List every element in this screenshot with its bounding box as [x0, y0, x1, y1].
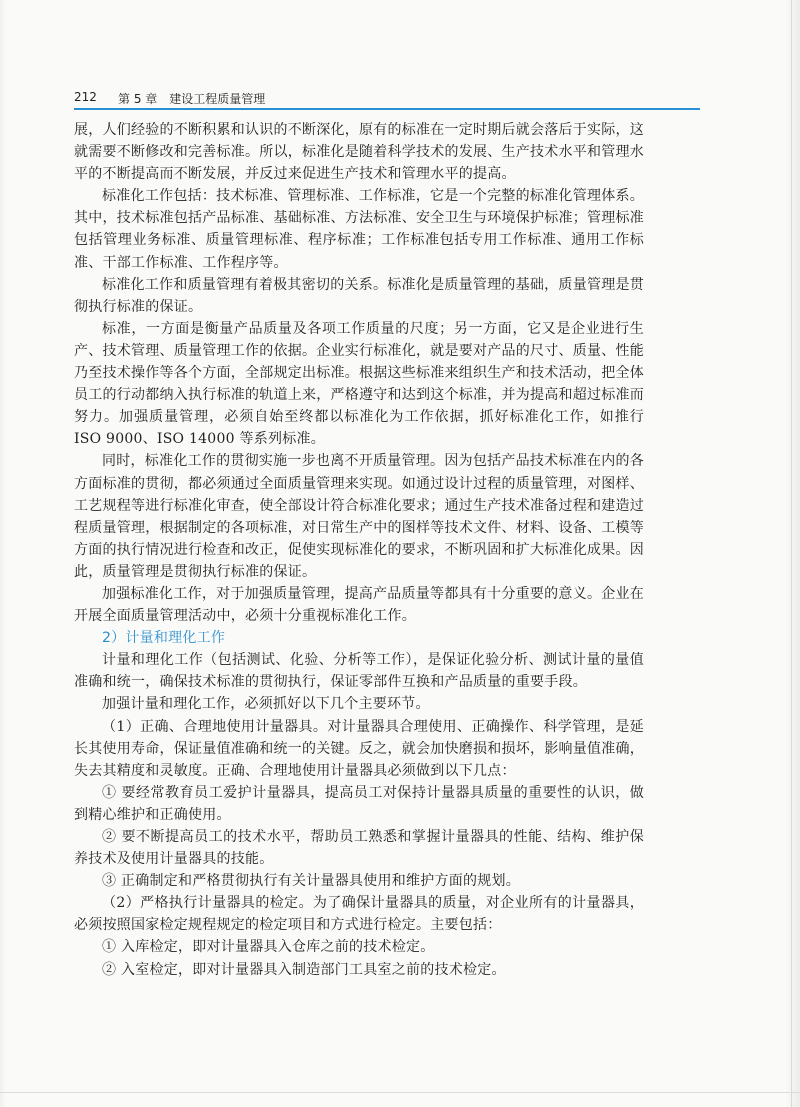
- list-item: ③ 正确制定和严格贯彻执行有关计量器具使用和维护方面的规划。: [102, 873, 520, 890]
- paragraph: （1）正确、合理地使用计量器具。对计量器具合理使用、正确操作、科学管理，是延长其使用寿命，保证量值准确和统一的关键。反之，就会加快磨损和损坏，影响量值准确，失去其精度和灵敏度。正确、合理地使用计量器具必须做到以下几点：: [74, 718, 644, 779]
- page-edge: [791, 0, 792, 1107]
- bottom-edge-line: [0, 1092, 800, 1093]
- paragraph: 计量和理化工作（包括测试、化验、分析等工作），是保证化验分析、测试计量的量值准确和统一，确保技术标准的贯彻执行，保证零部件互换和产品质量的重要手段。: [74, 652, 644, 691]
- header-rule: [74, 108, 700, 110]
- paragraph: 标准化工作包括：技术标准、管理标准、工作标准，它是一个完整的标准化管理体系。其中，技术标准包括产品标准、基础标准、方法标准、安全卫生与环境保护标准；管理标准包括管理业务标准、质量管理标准、程序标准；工作标准包括专用工作标准、通用工作标准、干部工作标准、工作程序等。: [74, 188, 644, 271]
- paragraph: （2）严格执行计量器具的检定。为了确保计量器具的质量，对企业所有的计量器具，必须按照国家检定规程规定的检定项目和方式进行检定。主要包括：: [74, 895, 644, 934]
- paragraph: 展，人们经验的不断积累和认识的不断深化，原有的标准在一定时期后就会落后于实际，这就需要不断修改和完善标准。所以，标准化是随着科学技术的发展、生产技术水平和管理水平的不断提高而不断发展，并反过来促进生产技术和管理水平的提高。: [74, 122, 644, 183]
- page-number: 212: [74, 90, 97, 104]
- list-item: ① 要经常教育员工爱护计量器具，提高员工对保持计量器具质量的重要性的认识，做到精心维护和正确使用。: [74, 784, 644, 823]
- list-item: ② 要不断提高员工的技术水平，帮助员工熟悉和掌握计量器具的性能、结构、维护保养技术及使用计量器具的技能。: [74, 829, 644, 868]
- chapter-title: 第 5 章 建设工程质量管理: [118, 92, 266, 106]
- list-item: ① 入库检定，即对计量器具入仓库之前的技术检定。: [102, 939, 435, 956]
- paragraph: 标准，一方面是衡量产品质量及各项工作质量的尺度；另一方面，它又是企业进行生产、技术管理、质量管理工作的依据。企业实行标准化，就是要对产品的尺寸、质量、性能乃至技术操作等各个方面，全部规定出标准。根据这些标准来组织生产和技术活动，把全体员工的行动都纳入执行标准的轨道上来，严格遵守和达到这个标准，并为提高和超过标准而努力。加强质量管理，必须自始至终都以标准化为工作依据，抓好标准化工作，如推行 ISO 9000、ISO 14000 等系列标准。: [74, 320, 644, 448]
- paragraph: 同时，标准化工作的贯彻实施一步也离不开质量管理。因为包括产品技术标准在内的各方面标准的贯彻，都必须通过全面质量管理来实现。如通过设计过程的质量管理，对图样、工艺规程等进行标准化审查，使全部设计符合标准化要求；通过生产技术准备过程和建造过程质量管理，根据制定的各项标准，对日常生产中的图样等技术文件、材料、设备、工模等方面的执行情况进行检查和改正，促使实现标准化的要求，不断巩固和扩大标准化成果。因此，质量管理是贯彻执行标准的保证。: [74, 453, 644, 580]
- paragraph: 加强计量和理化工作，必须抓好以下几个主要环节。: [102, 696, 430, 713]
- list-item: ② 入室检定，即对计量器具入制造部门工具室之前的技术检定。: [102, 961, 506, 978]
- section-subheading: 2）计量和理化工作: [102, 630, 226, 647]
- paragraph: 标准化工作和质量管理有着极其密切的关系。标准化是质量管理的基础，质量管理是贯彻执行标准的保证。: [74, 276, 644, 315]
- paragraph: 加强标准化工作，对于加强质量管理，提高产品质量等都具有十分重要的意义。企业在开展全面质量管理活动中，必须十分重视标准化工作。: [74, 585, 644, 625]
- body-text: [74, 119, 644, 981]
